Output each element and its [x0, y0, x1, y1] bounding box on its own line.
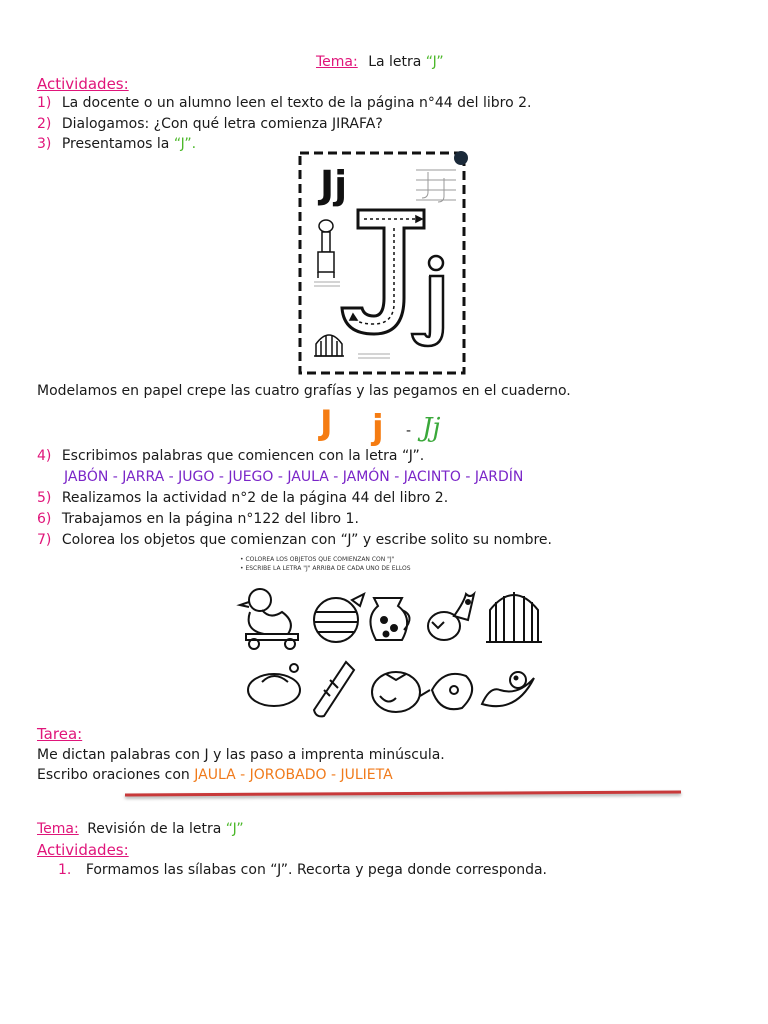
item-text: La docente o un alumno leen el texto de la página n°44 del libro 2. — [61, 95, 532, 111]
topic-label: Tema: — [316, 54, 358, 70]
homework-accent: JAULA - JOROBADO - JULIETA — [194, 767, 393, 783]
pin-icon — [454, 151, 468, 165]
item-text: Presentamos la — [61, 136, 170, 152]
item-text: Dialogamos: ¿Con qué letra comienza JIRAFA? — [61, 116, 383, 132]
word-list: JABÓN - JARRA - JUGO - JUEGO - JAULA - JAMÓN - JACINTO - JARDÍN — [64, 469, 524, 485]
item-text: Formamos las sílabas con “J”. Recorta y pega donde corresponda. — [85, 862, 547, 878]
poster-heading: Jj — [320, 163, 348, 207]
grafia-script: Jj — [422, 413, 441, 443]
activity-item — [37, 95, 531, 111]
activities-heading: Actividades: — [37, 75, 129, 93]
grafia-dash: - — [406, 423, 412, 439]
item-text: Realizamos la actividad n°2 de la página 44 del libro 2. — [61, 490, 449, 506]
item-number: 1. — [58, 862, 72, 878]
activity-item — [37, 532, 552, 548]
item-number: 5) — [37, 490, 52, 506]
item-text: Escribimos palabras que comiencen con la letra “J”. — [61, 448, 425, 464]
modeling-text: Modelamos en papel crepe las cuatro grafías y las pegamos en el cuaderno. — [37, 383, 571, 399]
homework-text: Me dictan palabras con J y las paso a imprenta minúscula. — [37, 747, 445, 763]
item-number: 3) — [37, 136, 52, 152]
item-text: Colorea los objetos que comienzan con “J” y escribe solito su nombre. — [61, 532, 552, 548]
topic-label: Tema: — [37, 821, 79, 837]
grafia-lower: j — [372, 408, 384, 448]
lesson2-title — [37, 821, 244, 837]
worksheet-line2: • ESCRIBE LA LETRA "J" ARRIBA DE CADA UNO DE ELLOS — [240, 565, 411, 572]
item-number: 2) — [37, 116, 52, 132]
item-text: Trabajamos en la página n°122 del libro 1. — [61, 511, 359, 527]
activity-item — [37, 448, 424, 464]
item-number: 1) — [37, 95, 52, 111]
activity-item — [37, 116, 383, 132]
activity-item — [58, 862, 547, 878]
section-divider — [125, 791, 681, 797]
topic-prefix: La letra — [368, 54, 422, 70]
activity-item — [37, 511, 359, 527]
homework-heading: Tarea: — [37, 725, 83, 743]
letter-j-poster — [296, 148, 476, 380]
worksheet-line1: • COLOREA LOS OBJETOS QUE COMIENZAN CON "J" — [240, 556, 395, 563]
coloring-worksheet — [218, 550, 550, 726]
homework-item — [37, 747, 445, 763]
grafia-upper: J — [320, 403, 333, 443]
activity-item — [37, 136, 196, 152]
topic-letter: “J” — [225, 821, 244, 837]
activity-item — [37, 490, 448, 506]
item-number: 4) — [37, 448, 52, 464]
item-number: 7) — [37, 532, 52, 548]
topic-prefix: Revisión de la letra — [87, 821, 222, 837]
lesson1-title — [316, 54, 444, 70]
item-accent: “J”. — [173, 136, 197, 152]
homework-item — [37, 767, 393, 783]
homework-text: Escribo oraciones con — [37, 767, 190, 783]
topic-letter: “J” — [425, 54, 444, 70]
item-number: 6) — [37, 511, 52, 527]
activities-heading: Actividades: — [37, 841, 129, 859]
